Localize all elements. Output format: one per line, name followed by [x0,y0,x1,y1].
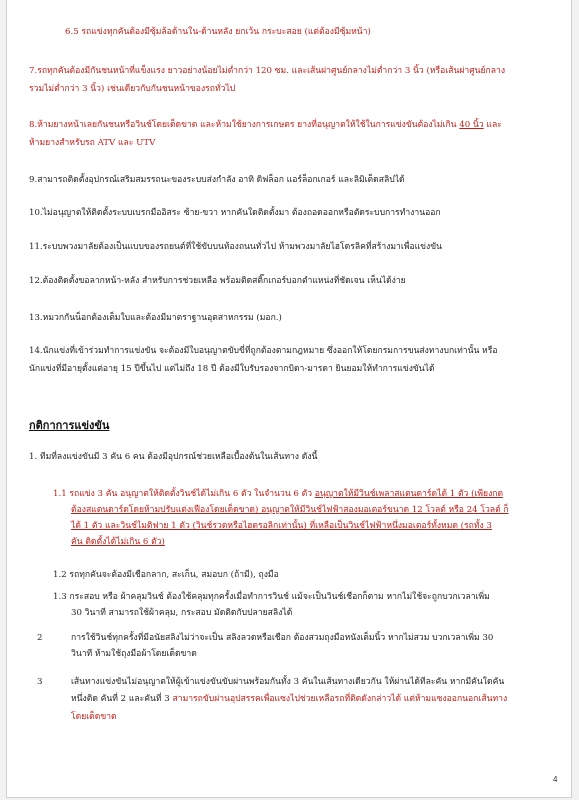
sub-1-3-line1: 1.3 กระสอบ หรือ ผ้าคลุมวินช์ ต้องใช้คลุมทุกครั้งเมื่อทำการวินช์ แม้จะเป็นวินช์เชือกก็ตาม หากไม่ใช้จะถูกบวกเวลาเพิ่ม [53,592,490,602]
rule-8-line2: ห้ามยางสำหรับรถ ATV และ UTV [29,138,156,148]
page-number: 4 [553,775,558,784]
rule-13: 13.หมวกกันน็อกต้องเต็มใบและต้องมีมาตราฐานอุตสาหกรรม (มอก.) [29,313,282,323]
sub-1-1-line2: ต้องสแตนดาร์ดโดยห้ามปรับแต่งเฟืองโดยเด็ดขาด) อนุญาตให้มีวินช์ไฟฟ้าสองมอเตอร์ขนาด 12 โวลต์ หรือ 24 โวลต์ ก็ [71,505,509,515]
item-2-number: 2 [37,633,43,643]
rule-14-line2: นักแข่งที่มีอายุตั้งแต่อายุ 15 ปีขึ้นไป แต่ไม่ถึง 18 ปี ต้องมีใบรับรองจากบิดา-มารดา ยินยอมให้ทำการแข่งขันได้ [29,364,435,374]
sub-1-2: 1.2 รถทุกคันจะต้องมีเชือกลาก, สะเก็น, สมอบก (ถ้ามี), ถุงมือ [53,570,279,580]
item-3-line1: เส้นทางแข่งขันไม่อนุญาตให้ผู้เข้าแข่งขันขับผ่านพร้อมกันทั้ง 3 คันในเส้นทางเดียวกัน ให้ผ่านได้ทีละคัน หากมีคันใดคัน [71,677,505,687]
item-2-line1: การใช้วินช์ทุกครั้งที่มีอนัยสลิงไม่ว่าจะเป็น สลิงลวดหรือเชือก ต้องสวมถุงมือหนังเต็มนิ้ว หากไม่สวม บวกเวลาเพิ่ม 30 [71,633,494,643]
rule-14-line1: 14.นักแข่งที่เข้าร่วมทำการแข่งขัน จะต้องมีใบอนุญาตขับขี่ที่ถูกต้องตามกฎหมาย ซึ่งออกให้โดยกรมการขนส่งทางบกเท่านั้น หรือ [29,346,498,356]
item-3-line2: หนึ่งติด คันที่ 2 และคันที่ 3 สามารถขับผ่านอุปสรรคเพื่อแซงไปช่วยเหลือรถที่ติดดังกล่าวได้ แต่ห้ามแซงออกนอกเส้นทาง [71,694,508,704]
rule-10: 10.ไม่อนุญาตให้ติดตั้งระบบเบรกมืออิสระ ซ้าย-ขวา หากคันใดติดตั้งมา ต้องถอดออกหรือตัดระบบการทำงานออก [29,208,441,218]
item-3-number: 3 [37,677,43,687]
rule-12: 12.ต้องติดตั้งขอลากหน้า-หลัง สำหรับการช่วยเหลือ พร้อมติดสติ๊กเกอร์บอกตำแหน่งที่ชัดเจน เห็นได้ง่าย [29,276,406,286]
rule-9: 9.สามารถติดตั้งอุปกรณ์เสริมสมรรถนะของระบบส่งกำลัง อาทิ ดิฟล็อก แอร์ล็อกเกอร์ และลิมิเต็ดสลิปได้ [29,175,405,185]
item-3-line3: โดยเด็ดขาด [71,712,117,722]
sub-1-1-line1: 1.1 รถแข่ง 3 คัน อนุญาตให้ติดตั้งวินช์ได้ไม่เกิน 6 ตัว ในจำนวน 6 ตัว อนุญาตให้มีวินช์เพลาสแตนดาร์ดได้ 1 ตัว (เพียงกด [53,489,504,499]
rule-8-line1: 8.ห้ามยางหน้าเลยกันชนหรือวินช์โดยเด็ดขาด และห้ามใช้ยางการเกษตร ยางที่อนุญาตให้ใช้ในการแข่งขันต้องไม่เกิน 40 นิ้ว และ [29,120,502,130]
document-page [6,0,572,798]
rule-7-line1: 7.รถทุกคันต้องมีกันชนหน้าที่แข็งแรง ยาวอย่างน้อยไม่ต่ำกว่า 120 ซม. และเส้นผ่าศูนย์กลางไม่ต่ำกว่า 3 นิ้ว (หรือเส้นผ่าศูนย์กลาง [29,66,506,76]
section-heading: กติกาการแข่งขัน [29,419,110,432]
sub-1-3-line2: 30 วินาที สามารถใช้ผ้าคลุม, กระสอบ มัดติดกับปลายสลิงได้ [71,608,293,618]
sub-1-1-line3: ได้ 1 ตัว และวินช์ไมติฟาย 1 ตัว (วินช์รวดหรือไฮดรอลิกเท่านั้น) ที่เหลือเป็นวินช์ไฟฟ้าหนึ่งมอเตอร์ทั้งหมด (รถทั้ง 3 [71,521,492,531]
item-2-line2: วินาที ห้ามใช้ถุงมือผ้าโดยเด็ดขาด [71,649,197,659]
rule-7-line2: รวมไม่ต่ำกว่า 3 นิ้ว) เช่นเดียวกับกันชนหน้าของรถทั่วไป [29,84,236,94]
sub-1-1-line4: คัน ติดตั้งได้ไม่เกิน 6 ตัว) [71,537,165,547]
rule-11: 11.ระบบพวงมาลัยต้องเป็นแบบของรถยนต์ที่ใช้ขับบนท้องถนนทั่วไป ห้ามพวงมาลัยไฮโดรลิคที่สร้างมาเพื่อแข่งขัน [29,242,442,252]
rule-6-5: 6.5 รถแข่งทุกคันต้องมีซุ้มล้อด้านใน-ด้านหลัง ยกเว้น กระบะสอย (แต่ต้องมีซุ้มหน้า) [65,27,371,37]
section-item-1: 1. ทีมที่ลงแข่งขันมี 3 คัน 6 คน ต้องมีอุปกรณ์ช่วยเหลือเบื้องต้นในเส้นทาง ดังนี้ [29,452,318,462]
